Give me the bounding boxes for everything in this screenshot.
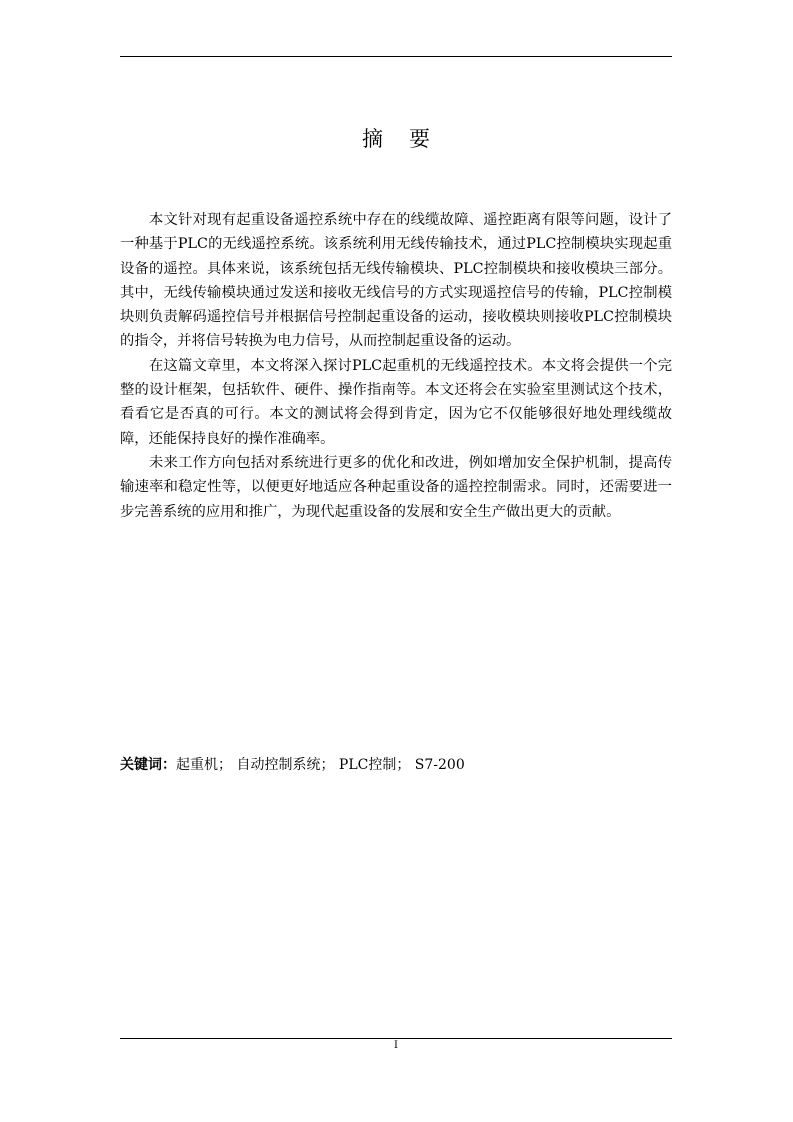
page-title: 摘要 [362, 127, 456, 151]
keywords-text: 起重机； 自动控制系统； PLC控制； S7-200 [176, 757, 465, 773]
abstract-body [120, 208, 672, 524]
header-rule [120, 56, 672, 57]
page-number: I [394, 1040, 398, 1051]
abstract-paragraph-3: 未来工作方向包括对系统进行更多的优化和改进，例如增加安全保护机制，提高传输速率和稳定性等，以便更好地适应各种起重设备的遥控控制需求。同时，还需要进一步完善系统的应用和推广，为现代起重设备的发展和安全生产做出更大的贡献。 [120, 454, 672, 520]
abstract-paragraph-2: 在这篇文章里，本文将深入探讨PLC起重机的无线遥控技术。本文将会提供一个完整的设计框架，包括软件、硬件、操作指南等。本文还将会在实验室里测试这个技术，看看它是否真的可行。本文的测试将会得到肯定，因为它不仅能够很好地处理线缆故障，还能保持良好的操作准确率。 [120, 357, 672, 447]
keywords-line [120, 754, 672, 776]
abstract-paragraph-1: 本文针对现有起重设备遥控系统中存在的线缆故障、遥控距离有限等问题，设计了一种基于PLC的无线遥控系统。该系统利用无线传输技术，通过PLC控制模块实现起重设备的遥控。具体来说，该系统包括无线传输模块、PLC控制模块和接收模块三部分。其中，无线传输模块通过发送和接收无线信号的方式实现遥控信号的传输，PLC控制模块则负责解码遥控信号并根据信号控制起重设备的运动，接收模块则接收PLC控制模块的指令，并将信号转换为电力信号，从而控制起重设备的运动。 [120, 212, 672, 350]
keywords-label: 关键词： [120, 757, 176, 773]
